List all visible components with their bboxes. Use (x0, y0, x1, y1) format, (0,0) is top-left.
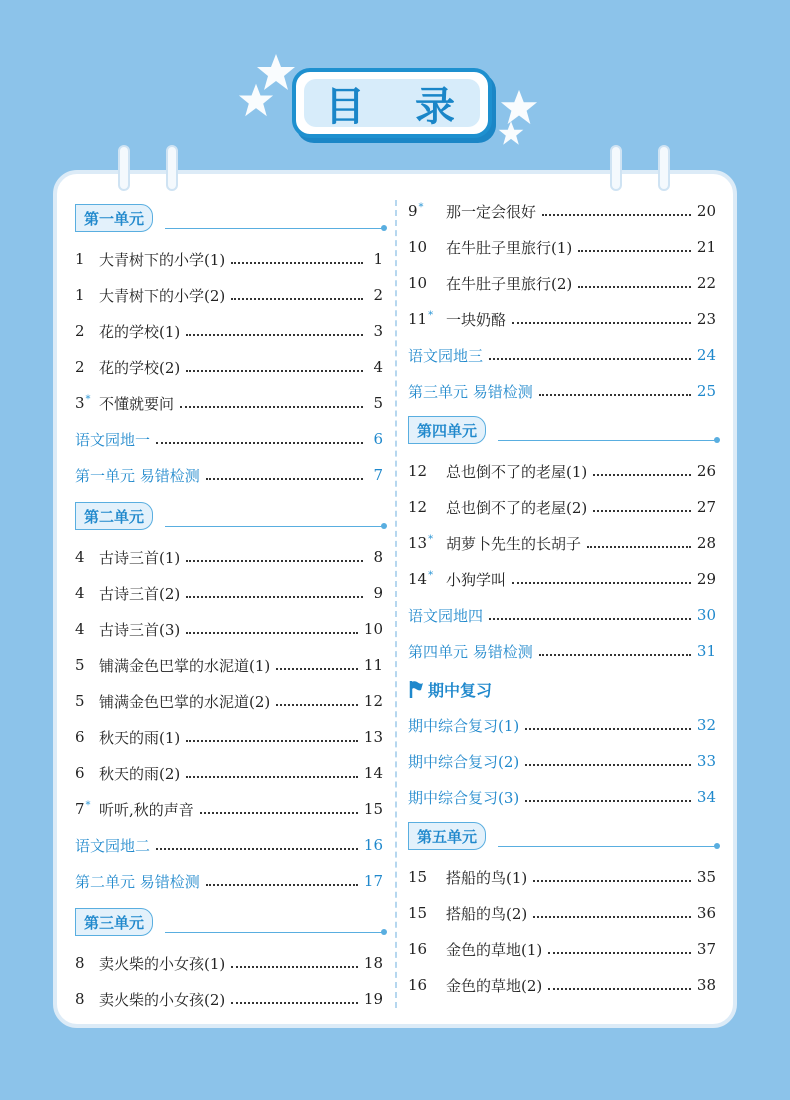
lesson-title: 花的学校(2) (99, 358, 181, 377)
toc-entry[interactable] (408, 492, 716, 522)
page-number: 11 (363, 656, 383, 674)
page-number: 7 (373, 466, 383, 484)
unit-header-line (165, 526, 385, 527)
dot-leader (489, 358, 691, 360)
toc-entry[interactable] (75, 614, 383, 644)
toc-entry[interactable] (408, 710, 716, 740)
page-number: 9 (373, 584, 383, 602)
page-number: 25 (696, 382, 716, 400)
unit-header (75, 500, 385, 532)
lesson-title: 胡萝卜先生的长胡子 (446, 534, 582, 553)
lesson-number: 6 (75, 728, 85, 746)
unit-header-label: 第三单元 (75, 908, 153, 936)
optional-star-icon: * (428, 310, 434, 321)
dot-leader (525, 764, 691, 766)
title-banner (292, 68, 498, 144)
lesson-title: 语文园地三 (408, 346, 484, 365)
toc-entry[interactable] (408, 528, 716, 558)
page-number: 38 (696, 976, 716, 994)
toc-entry[interactable] (75, 316, 383, 346)
lesson-title: 第一单元 易错检测 (75, 466, 200, 485)
lesson-title: 第二单元 易错检测 (75, 872, 200, 891)
dot-leader (578, 286, 691, 288)
lesson-title: 卖火柴的小女孩(2) (99, 990, 226, 1009)
page-number: 36 (696, 904, 716, 922)
dot-leader (231, 262, 363, 264)
toc-entry[interactable] (75, 578, 383, 608)
page-number: 6 (373, 430, 383, 448)
unit-header-line (165, 932, 385, 933)
dot-leader (186, 776, 358, 778)
lesson-title: 古诗三首(1) (99, 548, 181, 567)
toc-entry[interactable] (408, 862, 716, 892)
toc-entry[interactable] (75, 794, 383, 824)
page-number: 3 (373, 322, 383, 340)
lesson-number: 12 (408, 462, 428, 480)
lesson-title: 金色的草地(1) (446, 940, 543, 959)
lesson-title: 语文园地四 (408, 606, 484, 625)
dot-leader (186, 596, 363, 598)
toc-entry[interactable] (408, 782, 716, 812)
lesson-title: 语文园地一 (75, 430, 151, 449)
lesson-number: 15 (408, 904, 428, 922)
lesson-number: 4 (75, 548, 85, 566)
lesson-number: 11* (408, 310, 434, 328)
page-number: 5 (373, 394, 383, 412)
lesson-number: 4 (75, 620, 85, 638)
page-number: 14 (363, 764, 383, 782)
toc-entry[interactable] (75, 542, 383, 572)
dot-leader (231, 1002, 358, 1004)
lesson-number: 9* (408, 202, 424, 220)
lesson-number: 1 (75, 286, 85, 304)
toc-entry[interactable] (408, 268, 716, 298)
dot-leader (231, 298, 363, 300)
lesson-title: 第四单元 易错检测 (408, 642, 533, 661)
dot-leader (548, 952, 691, 954)
lesson-number: 12 (408, 498, 428, 516)
page-number: 20 (696, 202, 716, 220)
unit-header-label: 第一单元 (75, 204, 153, 232)
page-number: 30 (696, 606, 716, 624)
dot-leader (186, 370, 363, 372)
page-number: 2 (373, 286, 383, 304)
page-number: 1 (373, 250, 383, 268)
dot-leader (548, 988, 691, 990)
toc-entry[interactable] (408, 340, 716, 370)
lesson-title: 不懂就要问 (99, 394, 175, 413)
star-icon (498, 120, 524, 146)
lesson-title: 古诗三首(3) (99, 620, 181, 639)
lesson-number: 14* (408, 570, 434, 588)
page-number: 10 (363, 620, 383, 638)
page-number: 29 (696, 570, 716, 588)
page-number: 32 (696, 716, 716, 734)
page-number: 23 (696, 310, 716, 328)
dot-leader (156, 848, 358, 850)
binder-ring (118, 145, 130, 191)
page-number: 33 (696, 752, 716, 770)
optional-star-icon: * (428, 570, 434, 581)
page-number: 21 (696, 238, 716, 256)
toc-entry[interactable] (408, 600, 716, 630)
page-number: 8 (373, 548, 383, 566)
dot-leader (593, 474, 691, 476)
toc-entry[interactable] (408, 376, 716, 406)
dot-leader (180, 406, 363, 408)
dot-leader (186, 334, 363, 336)
dot-leader (231, 966, 358, 968)
lesson-number: 10 (408, 274, 428, 292)
toc-entry[interactable] (408, 636, 716, 666)
lesson-title: 大青树下的小学(1) (99, 250, 226, 269)
page-number: 16 (363, 836, 383, 854)
column-divider (395, 200, 397, 1008)
toc-entry[interactable] (75, 244, 383, 274)
lesson-title: 金色的草地(2) (446, 976, 543, 995)
lesson-title: 那一定会很好 (446, 202, 537, 221)
lesson-number: 8 (75, 954, 85, 972)
page-number: 4 (373, 358, 383, 376)
page-number: 12 (363, 692, 383, 710)
unit-header-label: 第二单元 (75, 502, 153, 530)
lesson-title: 秋天的雨(1) (99, 728, 181, 747)
unit-header-label: 第五单元 (408, 822, 486, 850)
dot-leader (533, 880, 691, 882)
lesson-title: 期中综合复习(1) (408, 716, 520, 735)
dot-leader (542, 214, 691, 216)
toc-entry[interactable] (408, 304, 716, 334)
optional-star-icon: * (428, 534, 434, 545)
dot-leader (206, 884, 358, 886)
dot-leader (276, 668, 358, 670)
lesson-number: 1 (75, 250, 85, 268)
lesson-title: 搭船的鸟(1) (446, 868, 528, 887)
midterm-header-label: 期中复习 (428, 680, 493, 700)
unit-header (75, 202, 385, 234)
dot-leader (186, 560, 363, 562)
dot-leader (539, 394, 691, 396)
optional-star-icon: * (85, 800, 91, 811)
lesson-title: 在牛肚子里旅行(2) (446, 274, 573, 293)
unit-header-label: 第四单元 (408, 416, 486, 444)
lesson-number: 16 (408, 940, 428, 958)
lesson-title: 卖火柴的小女孩(1) (99, 954, 226, 973)
lesson-number: 5 (75, 656, 85, 674)
lesson-number: 15 (408, 868, 428, 886)
page-title: 目 录 (325, 83, 473, 130)
unit-header-dot (381, 523, 387, 529)
dot-leader (186, 632, 358, 634)
toc-entry[interactable] (408, 232, 716, 262)
page-number: 28 (696, 534, 716, 552)
lesson-title: 花的学校(1) (99, 322, 181, 341)
unit-header-dot (714, 437, 720, 443)
lesson-title: 秋天的雨(2) (99, 764, 181, 783)
toc-entry[interactable] (75, 686, 383, 716)
page-number: 24 (696, 346, 716, 364)
lesson-title: 古诗三首(2) (99, 584, 181, 603)
midterm-header (408, 674, 492, 704)
lesson-number: 13* (408, 534, 434, 552)
lesson-title: 语文园地二 (75, 836, 151, 855)
lesson-title: 期中综合复习(3) (408, 788, 520, 807)
page-number: 35 (696, 868, 716, 886)
lesson-title: 总也倒不了的老屋(2) (446, 498, 588, 517)
toc-entry[interactable] (75, 650, 383, 680)
page-number: 27 (696, 498, 716, 516)
toc-entry[interactable] (75, 388, 383, 418)
lesson-number: 2 (75, 322, 85, 340)
toc-entry[interactable] (75, 948, 383, 978)
toc-entry[interactable] (75, 758, 383, 788)
unit-header (75, 906, 385, 938)
dot-leader (578, 250, 691, 252)
dot-leader (539, 654, 691, 656)
lesson-title: 期中综合复习(2) (408, 752, 520, 771)
unit-header-dot (714, 843, 720, 849)
title-frame (292, 68, 492, 138)
lesson-title: 铺满金色巴掌的水泥道(1) (99, 656, 271, 675)
dot-leader (593, 510, 691, 512)
page-number: 15 (363, 800, 383, 818)
lesson-number: 2 (75, 358, 85, 376)
toc-entry[interactable] (408, 746, 716, 776)
toc-entry[interactable] (408, 196, 716, 226)
lesson-title: 铺满金色巴掌的水泥道(2) (99, 692, 271, 711)
lesson-title: 大青树下的小学(2) (99, 286, 226, 305)
dot-leader (206, 478, 363, 480)
unit-header (408, 414, 718, 446)
optional-star-icon: * (418, 202, 424, 213)
lesson-title: 搭船的鸟(2) (446, 904, 528, 923)
page-number: 26 (696, 462, 716, 480)
dot-leader (533, 916, 691, 918)
lesson-title: 听听,秋的声音 (99, 800, 194, 819)
lesson-title: 在牛肚子里旅行(1) (446, 238, 573, 257)
toc-entry[interactable] (75, 722, 383, 752)
toc-entry[interactable] (408, 564, 716, 594)
toc-entry[interactable] (408, 970, 716, 1000)
lesson-number: 4 (75, 584, 85, 602)
lesson-title: 第三单元 易错检测 (408, 382, 533, 401)
dot-leader (200, 812, 358, 814)
toc-entry[interactable] (75, 352, 383, 382)
lesson-number: 3* (75, 394, 91, 412)
toc-entry[interactable] (75, 866, 383, 896)
binder-ring (166, 145, 178, 191)
unit-header-line (498, 440, 718, 441)
unit-header-line (165, 228, 385, 229)
flag-icon (408, 679, 424, 699)
toc-entry[interactable] (408, 898, 716, 928)
lesson-number: 7* (75, 800, 91, 818)
dot-leader (156, 442, 363, 444)
toc-entry[interactable] (75, 460, 383, 490)
lesson-title: 总也倒不了的老屋(1) (446, 462, 588, 481)
toc-entry[interactable] (75, 280, 383, 310)
page-number: 37 (696, 940, 716, 958)
page-number: 17 (363, 872, 383, 890)
binder-ring (610, 145, 622, 191)
page-number: 31 (696, 642, 716, 660)
page-number: 19 (363, 990, 383, 1008)
dot-leader (186, 740, 358, 742)
toc-entry[interactable] (75, 830, 383, 860)
toc-entry[interactable] (408, 456, 716, 486)
dot-leader (489, 618, 691, 620)
dot-leader (512, 582, 691, 584)
binder-ring (658, 145, 670, 191)
dot-leader (525, 800, 691, 802)
star-icon (238, 82, 274, 118)
dot-leader (512, 322, 691, 324)
lesson-number: 10 (408, 238, 428, 256)
unit-header-line (498, 846, 718, 847)
dot-leader (525, 728, 691, 730)
dot-leader (276, 704, 358, 706)
lesson-title: 一块奶酪 (446, 310, 507, 329)
lesson-number: 6 (75, 764, 85, 782)
page-number: 34 (696, 788, 716, 806)
toc-entry[interactable] (75, 984, 383, 1014)
toc-entry[interactable] (75, 424, 383, 454)
page-number: 18 (363, 954, 383, 972)
lesson-number: 5 (75, 692, 85, 710)
dot-leader (587, 546, 691, 548)
lesson-number: 16 (408, 976, 428, 994)
unit-header-dot (381, 929, 387, 935)
lesson-title: 小狗学叫 (446, 570, 507, 589)
lesson-number: 8 (75, 990, 85, 1008)
unit-header (408, 820, 718, 852)
page-number: 22 (696, 274, 716, 292)
unit-header-dot (381, 225, 387, 231)
page-number: 13 (363, 728, 383, 746)
toc-entry[interactable] (408, 934, 716, 964)
optional-star-icon: * (85, 394, 91, 405)
